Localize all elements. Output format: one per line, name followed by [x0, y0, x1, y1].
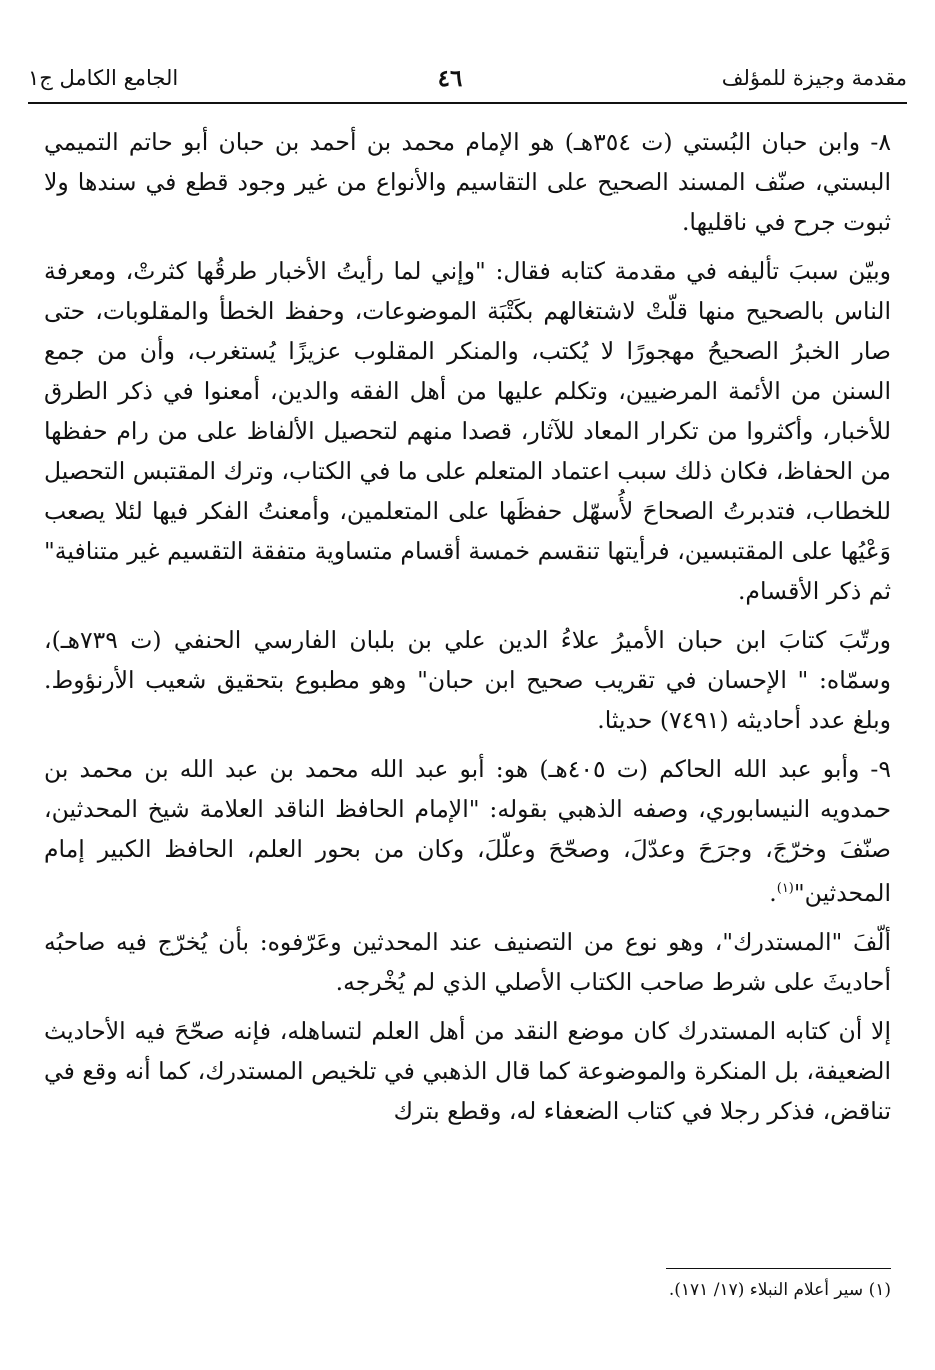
main-text	[44, 122, 891, 1140]
page-header	[28, 58, 907, 98]
book-title: الجامع الكامل ج١	[28, 66, 179, 90]
footnote-rule	[666, 1268, 891, 1269]
section-title: مقدمة وجيزة للمؤلف	[721, 66, 907, 90]
paragraph	[44, 749, 891, 913]
paragraph: ٨- وابن حبان البُستي (ت ٣٥٤هـ) هو الإمام محمد بن أحمد بن حبان أبو حاتم التميمي البستي، صنّف المسند الصحيح على التقاسيم والأنواع من غير وجود قطع في سندها ولا ثبوت جرح في ناقليها.	[44, 128, 891, 236]
footnote: (١) سير أعلام النبلاء (١٧/ ١٧١).	[668, 1280, 891, 1300]
header-rule	[28, 102, 907, 104]
page-number: ٤٦	[437, 64, 463, 92]
paragraph: وبيّن سببَ تأليفه في مقدمة كتابه فقال: "وإني لما رأيتُ الأخبار طرقُها كثرتْ، ومعرفة الناس بالصحيح منها قلّتْ لاشتغالهم بكَتْبَة الموضوعات، وحفظ الخطأ والمقلوبات، حتى صار الخبرُ الصحيحُ مهجورًا لا يُكتب، والمنكر المقلوب عزيزًا يُستغرب، وأن من جمع السنن من الأئمة المرضيين، وتكلم عليها من أهل الفقه والدين، أمعنوا في ذكر الطرق للأخبار، وأكثروا من تكرار المعاد للآثار، قصدا منهم لتحصيل الألفاظ على من رام حفظها من الحفاظ، فكان ذلك سبب اعتماد المتعلم على ما في الكتاب، وترك المقتبس التحصيل للخطاب، فتدبرتُ الصحاحَ لأُسهّل حفظَها على المتعلمين، وأمعنتُ الفكر فيها لئلا يصعب وَعْيُها على المقتبسين، فرأيتها تنقسم خمسة أقسام متساوية متفقة التقسيم غير متنافية" ثم ذكر الأقسام.	[44, 257, 891, 605]
paragraph: إلا أن كتابه المستدرك كان موضع النقد من أهل العلم لتساهله، فإنه صحّحَ فيه الأحاديث الضعيفة، بل المنكرة والموضوعة كما قال الذهبي في تلخيص المستدرك، كما أنه وقع في تناقض، فذكر رجلا في كتاب الضعفاء له، وقطع بترك	[44, 1016, 891, 1125]
paragraph: ورتّبَ كتابَ ابن حبان الأميرُ علاءُ الدين علي بن بلبان الفارسي الحنفي (ت ٧٣٩هـ)، وسمّاه: " الإحسان في تقريب صحيح ابن حبان" وهو مطبوع بتحقيق شعيب الأرنؤوط. وبلغ عدد أحاديثه (٧٤٩١) حديثا.	[44, 626, 891, 734]
paragraph-text: ٩- وأبو عبد الله الحاكم (ت ٤٠٥هـ) هو: أبو عبد الله محمد بن عبد الله بن محمد بن حمدويه النيسابوري، وصفه الذهبي بقوله: "الإمام الحافظ الناقد العلامة شيخ المحدثين، صنّفَ وخرّجَ، وجرَحَ وعدّلَ، وصحّحَ وعلّلَ، وكان من بحور العلم، الحافظ الكبير إمام المحدثين"	[44, 755, 891, 907]
footnote-marker: (١)	[776, 881, 794, 896]
paragraph: ألّفَ "المستدرك"، وهو نوع من التصنيف عند المحدثين وعَرّفوه: بأن يُخرّج فيه صاحبُه أحاديثَ على شرط صاحب الكتاب الأصلي الذي لم يُخْرجه.	[44, 927, 891, 996]
paragraph-tail: .	[769, 878, 777, 907]
